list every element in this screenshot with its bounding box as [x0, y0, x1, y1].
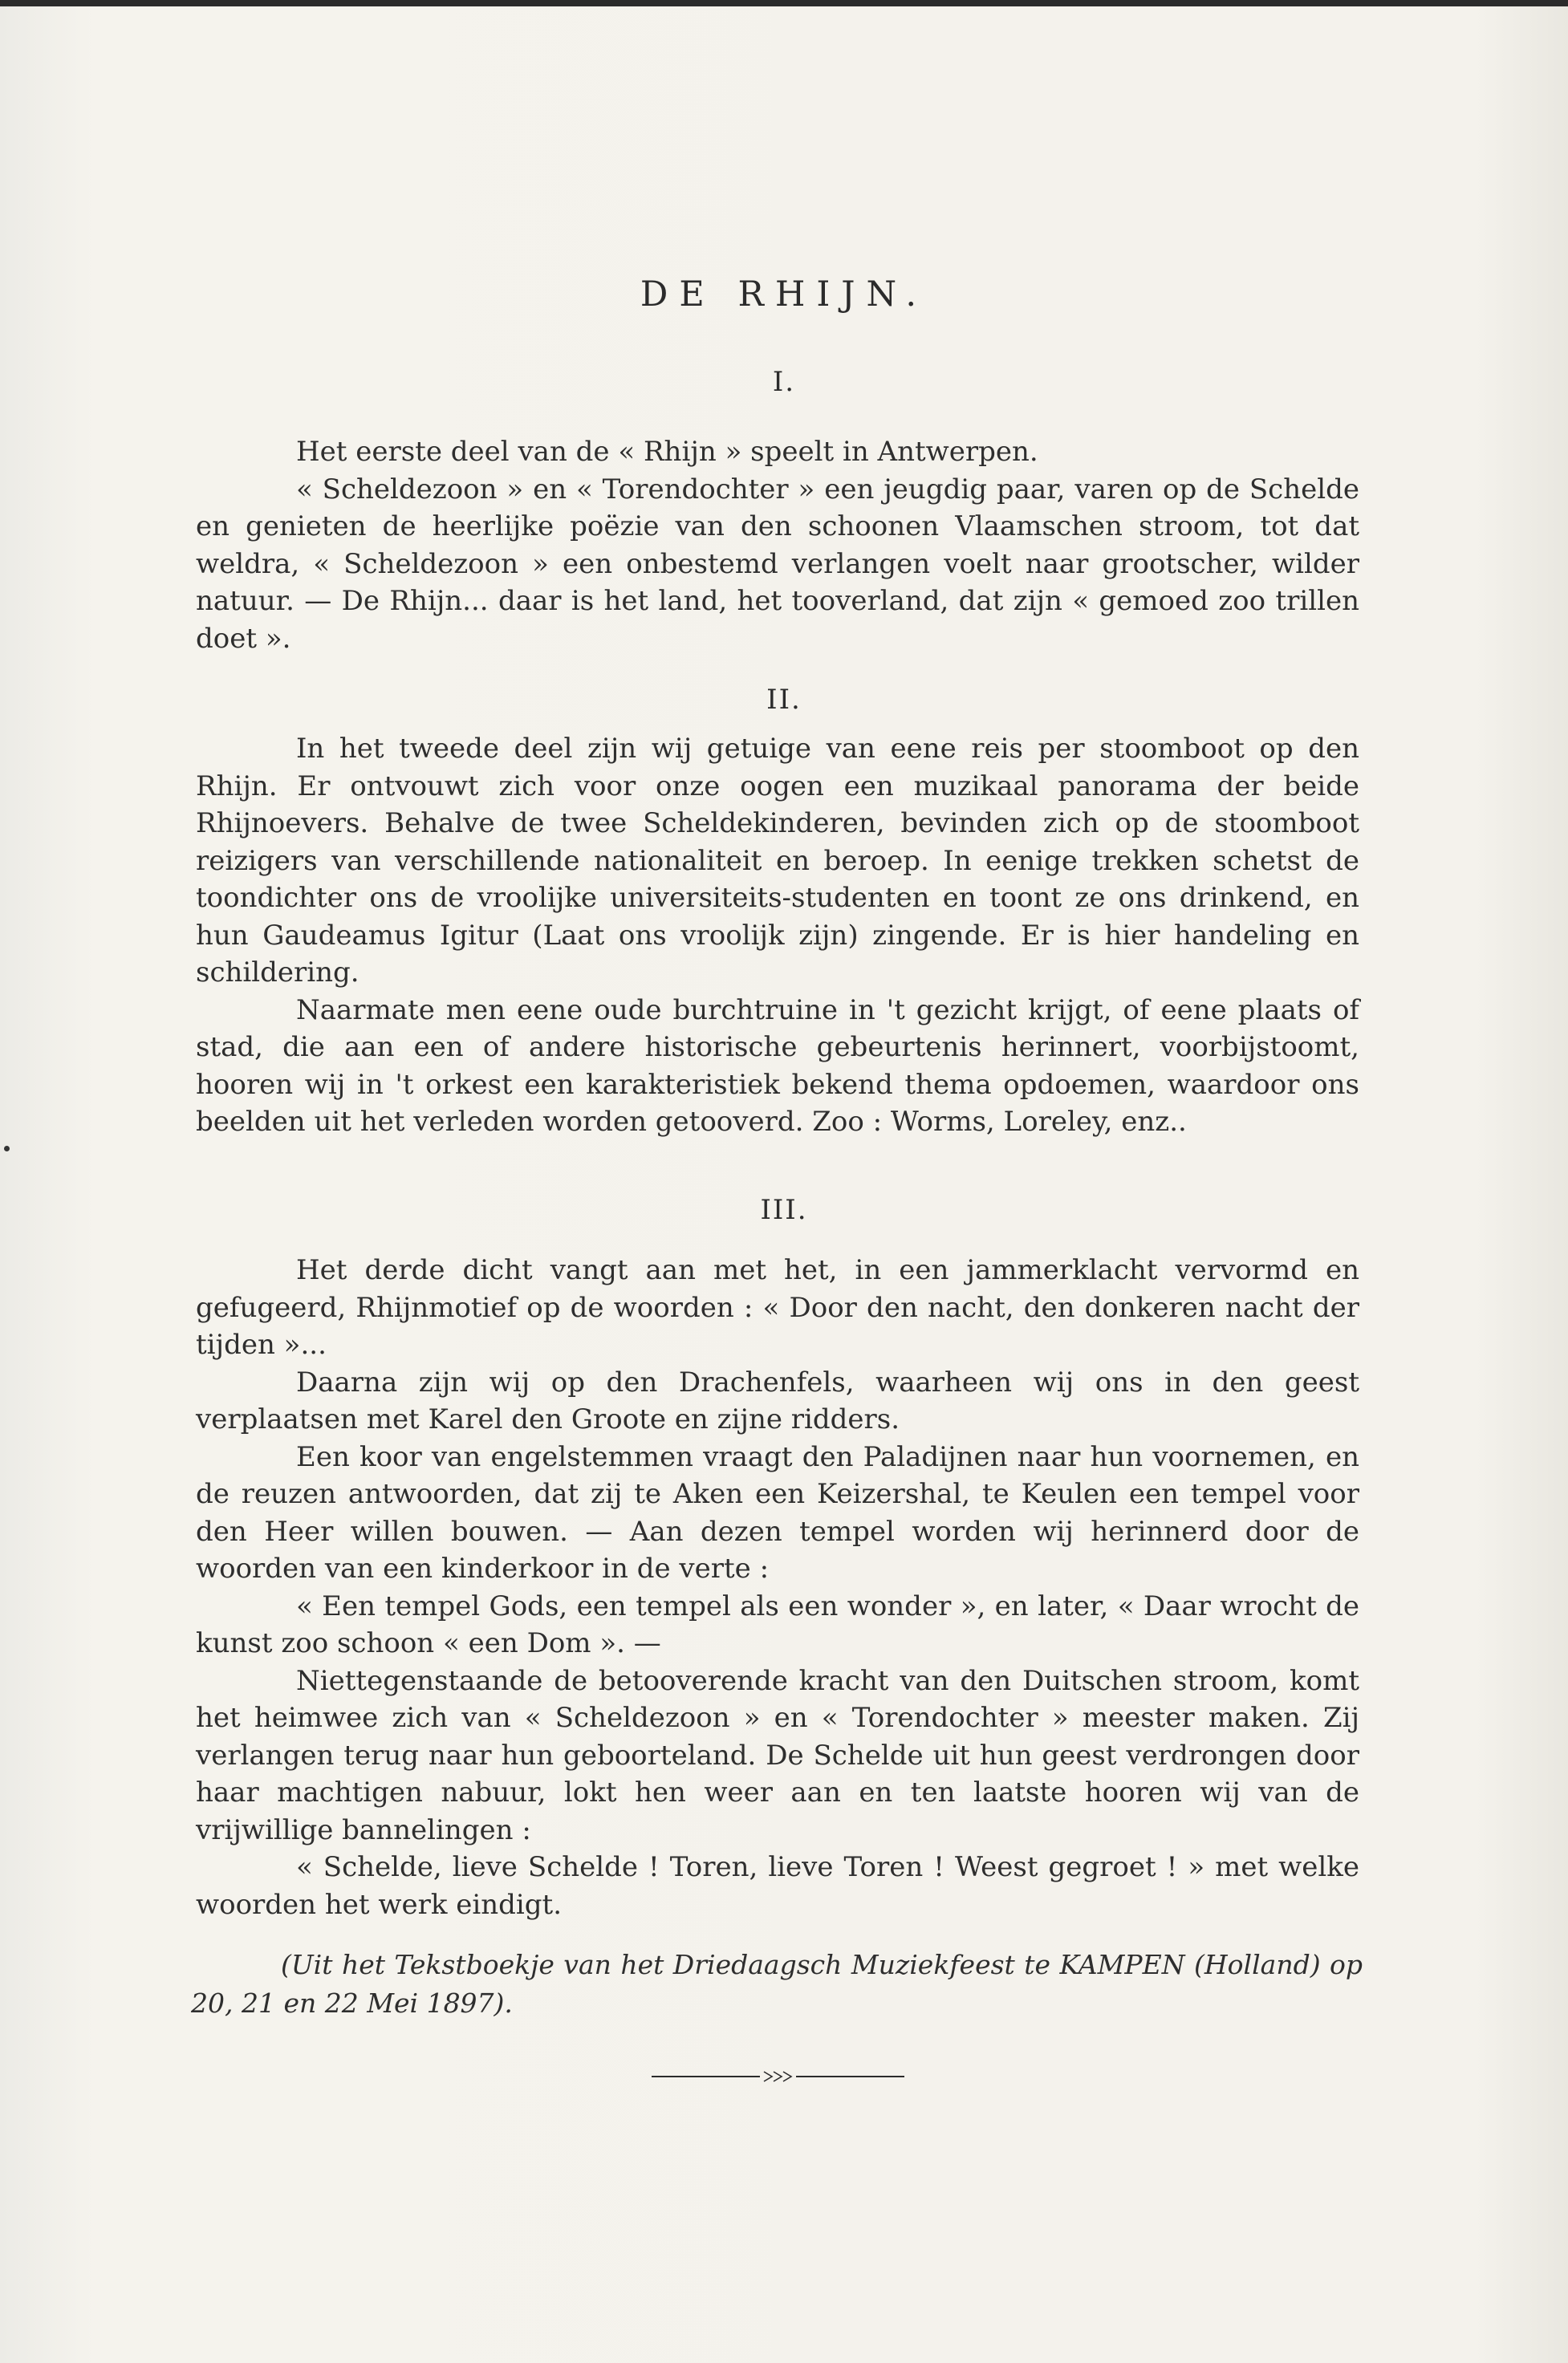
- paragraph: Het eerste deel van de « Rhijn » speelt in Antwerpen.: [296, 436, 1038, 468]
- paragraph: Niettegenstaande de betooverende kracht van den Duitschen stroom, komt het heimwee zich van « Scheldezoon » en « Torendochter » meester maken. Zij verlangen terug naar hun geboorteland. De Schelde uit hun geest verdrongen door haar machtigen nabuur, lokt hen weer aan en ten laatste hooren wij van de vrijwillige bannelingen :: [196, 1664, 1359, 1846]
- page-top-edge: [0, 0, 1568, 6]
- paragraph: « Scheldezoon » en « Torendochter » een jeugdig paar, varen op de Schelde en genieten de heerlijke poëzie van den schoonen Vlaamschen stroom, tot dat weldra, « Scheldezoon » een onbestemd verlangen voelt naar grootscher, wilder natuur. — De Rhijn... daar is het land, het tooverland, dat zijn « gemoed zoo trillen doet ».: [196, 473, 1359, 655]
- section-number-3: III.: [760, 1194, 808, 1226]
- section-3-text: [196, 1252, 1359, 1923]
- paragraph: « Een tempel Gods, een tempel als een wonder », en later, « Daar wrocht de kunst zoo schoon « een Dom ». —: [196, 1590, 1359, 1659]
- section-2-text: [196, 730, 1359, 1141]
- section-1-text: [196, 433, 1359, 657]
- paragraph: Naarmate men eene oude burchtruine in 't gezicht krijgt, of eene plaats of stad, die aan een of andere historische gebeurtenis herinnert, voorbijstoomt, hooren wij in 't orkest een karakteristiek bekend thema opdoemen, waardoor ons beelden uit het verleden worden getooverd. Zoo : Worms, Loreley, enz..: [196, 993, 1359, 1138]
- paragraph: In het tweede deel zijn wij getuige van eene reis per stoomboot op den Rhijn. Er ontvouwt zich voor onze oogen een muzikaal panorama der beide Rhijnoevers. Behalve de twee Scheldekinderen, bevinden zich op de stoomboot reizigers van verschillende nationaliteit en beroep. In eenige trekken schetst de toondichter ons de vroolijke universiteits-studenten en toont ze ons drinkend, en hun Gaudeamus Igitur (Laat ons vroolijk zijn) zingende. Er is hier handeling en schildering.: [196, 733, 1359, 989]
- source-note: (Uit het Tekstboekje van het Driedaagsch Muziekfeest te KAMPEN (Holland) op 20, 21 en 22 Mei 1897).: [191, 1949, 1363, 2019]
- paragraph: Daarna zijn wij op den Drachenfels, waarheen wij ons in den geest verplaatsen met Karel den Groote en zijne ridders.: [196, 1366, 1359, 1435]
- paragraph: Het derde dicht vangt aan met het, in een jammerklacht vervormd en gefugeerd, Rhijnmotief op de woorden : « Door den nacht, den donkeren nacht der tijden »...: [196, 1254, 1359, 1361]
- paragraph: Een koor van engelstemmen vraagt den Paladijnen naar hun voornemen, en de reuzen antwoorden, dat zij te Aken een Keizershal, te Keulen een tempel voor den Heer willen bouwen. — Aan dezen tempel worden wij herinnerd door de woorden van een kinderkoor in de verte :: [196, 1440, 1359, 1585]
- section-number-2: II.: [766, 684, 802, 716]
- page-title: DE RHIJN.: [640, 274, 928, 315]
- paragraph: « Schelde, lieve Schelde ! Toren, lieve Toren ! Weest gegroet ! » met welke woorden het werk eindigt.: [196, 1851, 1359, 1921]
- divider-ornament-icon: [652, 2067, 904, 2086]
- section-number-1: I.: [772, 366, 796, 398]
- ink-speck: [4, 1146, 10, 1151]
